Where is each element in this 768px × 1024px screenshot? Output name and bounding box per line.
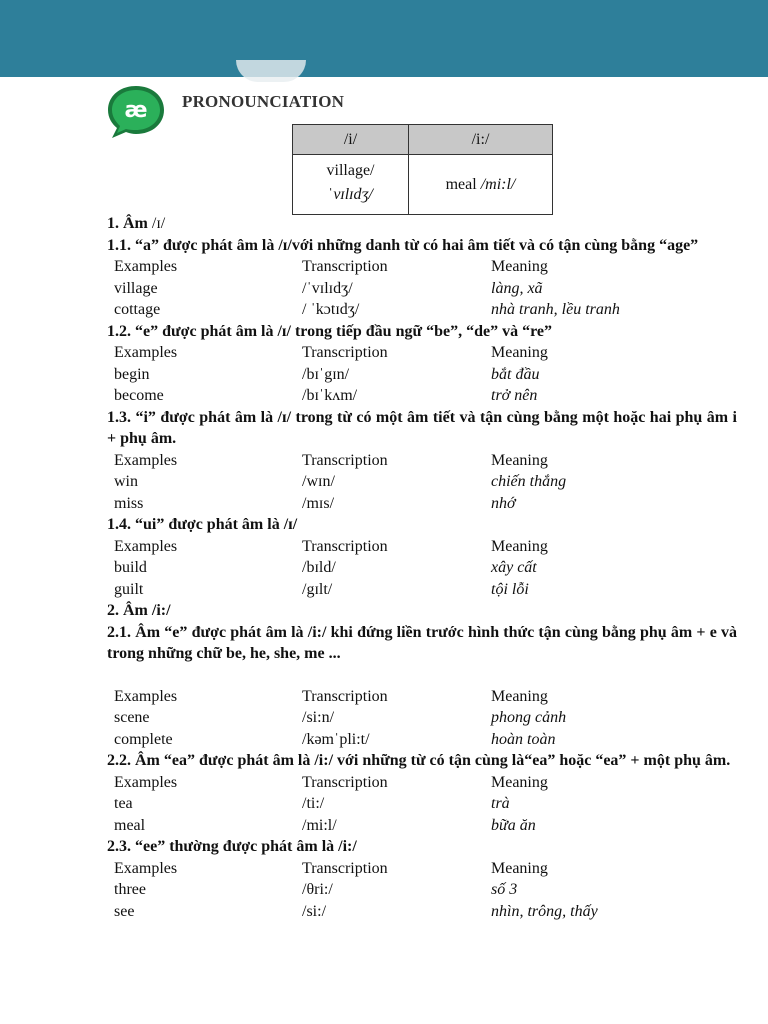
col-transcription: Transcription	[302, 258, 388, 275]
example-header-row	[107, 536, 737, 558]
col-transcription: Transcription	[302, 451, 388, 469]
example-ipa: /si:/	[302, 902, 327, 920]
example-meaning: chiến thắng	[491, 473, 567, 490]
col-meaning: Meaning	[491, 258, 548, 275]
example-ipa: /mɪs/	[302, 494, 335, 512]
section-ipa: /ɪ/	[151, 215, 166, 232]
example-ipa: /bɪˈkʌm/	[302, 387, 358, 404]
cell-ipa: /mi:l/	[480, 175, 516, 193]
example-row	[107, 815, 737, 837]
cell-word: meal	[445, 175, 481, 193]
example-word: build	[114, 559, 147, 576]
example-header-row	[107, 686, 737, 708]
example-meaning: phong cảnh	[491, 709, 567, 726]
col-examples: Examples	[114, 537, 178, 555]
example-word: complete	[114, 730, 173, 748]
example-meaning: làng, xã	[491, 279, 543, 297]
example-ipa: /bɪld/	[302, 559, 336, 576]
example-word: begin	[114, 365, 150, 383]
example-row	[107, 299, 737, 321]
example-row	[107, 493, 737, 515]
example-meaning: số 3	[491, 881, 518, 898]
example-row	[107, 364, 737, 386]
example-header-row	[107, 772, 737, 794]
example-meaning: nhớ	[491, 494, 516, 512]
example-meaning: trà	[491, 795, 510, 812]
example-ipa: /bɪˈgɪn/	[302, 365, 350, 383]
section-heading-1-2: 1.2. “e” được phát âm là /ɪ/ trong tiếp đầu ngữ “be”, “de” và “re”	[107, 322, 552, 340]
example-row	[107, 879, 737, 901]
section-heading-2: 2. Âm /i:/	[107, 602, 171, 619]
example-ipa: /gɪlt/	[302, 580, 333, 598]
example-word: three	[114, 881, 146, 898]
section-heading-1-4: 1.4. “ui” được phát âm là /ɪ/	[107, 516, 298, 533]
ae-glyph: æ	[124, 98, 148, 123]
spacer	[107, 665, 737, 686]
example-meaning: bữa ăn	[491, 816, 536, 834]
example-ipa: /kəmˈpli:t/	[302, 730, 370, 748]
example-ipa: / ˈkɔtɪdʒ/	[302, 301, 360, 318]
example-meaning: trở nên	[491, 387, 538, 404]
section-heading-2-3: 2.3. “ee” thường được phát âm là /i:/	[107, 838, 357, 855]
ae-logo-icon	[104, 82, 168, 142]
example-ipa: /ˈvɪlɪdʒ/	[302, 279, 353, 297]
example-word: meal	[114, 816, 146, 834]
example-word: village	[114, 279, 158, 297]
col-transcription: Transcription	[302, 537, 388, 555]
col-examples: Examples	[114, 451, 178, 469]
section-heading-1-3: 1.3. “i” được phát âm là /ɪ/ trong từ có một âm tiết và tận cùng bằng một hoặc hai phụ âm i + phụ âm.	[107, 408, 737, 447]
example-word: cottage	[114, 301, 161, 318]
example-meaning: hoàn toàn	[491, 730, 556, 748]
example-ipa: /mi:l/	[302, 816, 337, 834]
comparison-table	[292, 124, 553, 215]
example-word: guilt	[114, 580, 144, 598]
example-meaning: tội lỗi	[491, 580, 529, 598]
example-header-row	[107, 342, 737, 364]
col-meaning: Meaning	[491, 687, 548, 705]
example-word: become	[114, 387, 164, 404]
example-row	[107, 793, 737, 815]
example-word: tea	[114, 795, 133, 812]
example-row	[107, 901, 737, 923]
col-meaning: Meaning	[491, 537, 548, 555]
lesson-content	[107, 213, 737, 922]
example-header-row	[107, 858, 737, 880]
col-meaning: Meaning	[491, 859, 548, 877]
example-ipa: /wɪn/	[302, 473, 335, 490]
col-meaning: Meaning	[491, 344, 548, 361]
section-title: 1. Âm	[107, 215, 152, 232]
cell-ipa: ˈvɪlɪdʒ/	[327, 185, 373, 203]
col-transcription: Transcription	[302, 344, 388, 361]
col-examples: Examples	[114, 859, 178, 877]
example-row	[107, 385, 737, 407]
example-word: win	[114, 473, 138, 490]
example-header-row	[107, 450, 737, 472]
example-word: scene	[114, 709, 150, 726]
section-heading-1	[107, 213, 737, 235]
example-word: see	[114, 902, 135, 920]
table-cell-long-i	[409, 155, 553, 215]
table-cell-short-i	[293, 155, 409, 215]
col-examples: Examples	[114, 687, 178, 705]
cell-word: village/	[326, 161, 375, 179]
example-row	[107, 729, 737, 751]
page-title: PRONOUNCIATION	[182, 92, 345, 111]
col-meaning: Meaning	[491, 451, 548, 469]
example-row	[107, 278, 737, 300]
example-row	[107, 471, 737, 493]
section-heading-2-1: 2.1. Âm “e” được phát âm là /i:/ khi đứng liền trước hình thức tận cùng bằng phụ âm + e và trong những chữ be, he, she, me ...	[107, 623, 737, 662]
col-examples: Examples	[114, 773, 178, 791]
section-heading-1-1: 1.1. “a” được phát âm là /ɪ/với những danh từ có hai âm tiết và có tận cùng bằng “age”	[107, 236, 699, 254]
col-examples: Examples	[114, 344, 178, 361]
col-transcription: Transcription	[302, 859, 388, 877]
example-meaning: bắt đầu	[491, 365, 540, 383]
col-examples: Examples	[114, 258, 178, 275]
header-bar	[0, 0, 768, 77]
col-transcription: Transcription	[302, 687, 388, 705]
example-row	[107, 707, 737, 729]
example-meaning: xây cất	[491, 559, 537, 576]
section-heading-2-2: 2.2. Âm “ea” được phát âm là /i:/ với những từ có tận cùng là“ea” hoặc “ea” + một phụ âm.	[107, 752, 731, 769]
example-meaning: nhìn, trông, thấy	[491, 902, 598, 920]
example-row	[107, 557, 737, 579]
example-ipa: /si:n/	[302, 709, 335, 726]
example-ipa: /θri:/	[302, 881, 333, 898]
example-ipa: /ti:/	[302, 795, 325, 812]
table-header-short-i: /i/	[293, 125, 409, 155]
table-header-long-i: /i:/	[409, 125, 553, 155]
col-meaning: Meaning	[491, 773, 548, 791]
example-word: miss	[114, 494, 144, 512]
example-header-row	[107, 256, 737, 278]
example-row	[107, 579, 737, 601]
col-transcription: Transcription	[302, 773, 388, 791]
header-decoration	[236, 60, 306, 82]
example-meaning: nhà tranh, lều tranh	[491, 301, 620, 318]
